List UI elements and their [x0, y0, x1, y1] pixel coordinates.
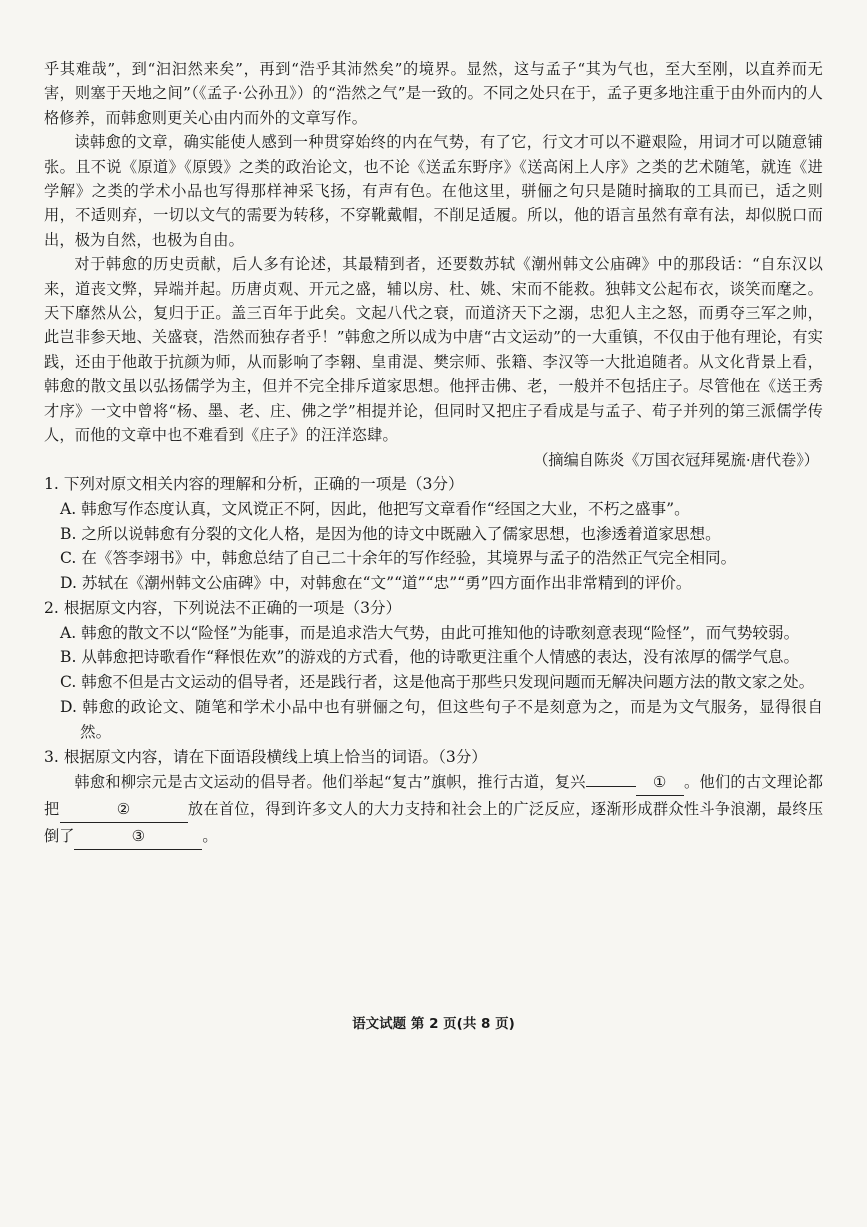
fill-text: 韩愈和柳宗元是古文运动的倡导者。他们举起“复古”旗帜，推行古道，复兴 — [74, 773, 586, 792]
option-b: B. 之所以说韩愈有分裂的文化人格，是因为他的诗文中既融入了儒家思想，也渗透着道家思想。 — [60, 524, 721, 543]
question-1 — [44, 472, 823, 596]
blank-1-line[interactable] — [586, 786, 636, 787]
passage-source: （摘编自陈炎《万国衣冠拜冕旒·唐代卷》） — [533, 450, 819, 469]
question-2 — [44, 596, 823, 745]
option-a: A. 韩愈的散文不以“险怪”为能事，而是追求浩大气势，由此可推知他的诗歌刻意表现“险怪”，而气势较弱。 — [60, 623, 800, 642]
passage-paragraph: 对于韩愈的历史贡献，后人多有论述，其最精到者，还要数苏轼《潮州韩文公庙碑》中的那段话：“自东汉以来，道丧文弊，异端并起。历唐贞观、开元之盛，辅以房、杜、姚、宋而不能救。独韩文公起布衣，谈笑而麾之。天下靡然从公，复归于正。盖三百年于此矣。文起八代之衰，而道济天下之溺，忠犯人主之怒，而勇夺三军之帅，此岂非参天地、关盛衰，浩然而独存者乎！”韩愈之所以成为中唐“古文运动”的一大重镇，不仅由于他有理论，有实践，还由于他敢于抗颜为师，从而影响了李翱、皇甫湜、樊宗师、张籍、李汉等一大批追随者。从文化背景上看，韩愈的散文虽以弘扬儒学为主，但并不完全排斥道家思想。他抨击佛、老，一般并不包括庄子。尽管他在《送王秀才序》一文中曾将“杨、墨、老、庄、佛之学”相提并论，但同时又把庄子看成是与孟子、荀子并列的第三派儒学传人，而他的文章中也不难看到《庄子》的汪洋恣肆。 — [44, 255, 823, 445]
option-a: A. 韩愈写作态度认真，文风谠正不阿，因此，他把写文章看作“经国之大业，不朽之盛事”。 — [60, 499, 690, 518]
fill-text: 。他们的古文理论都把 — [44, 773, 823, 819]
fill-text: 。 — [202, 827, 218, 846]
option-b: B. 从韩愈把诗歌看作“释恨佐欢”的游戏的方式看，他的诗歌更注重个人情感的表达，没有浓厚的儒学气息。 — [60, 648, 800, 667]
fill-text: 放在首位，得到许多文人的大力支持和社会上的广泛反应，逐渐形成群众性斗争浪潮，最终压倒了 — [44, 800, 823, 846]
question-stem: 3. 根据原文内容，请在下面语段横线上填上恰当的词语。（3分） — [44, 747, 487, 766]
passage-paragraph-continued: 乎其难哉”，到“汩汩然来矣”，再到“浩乎其沛然矣”的境界。显然，这与孟子“其为气也，至大至刚，以直养而无害，则塞于天地之间”（《孟子·公孙丑》）的“浩然之气”是一致的。不同之处只在于，孟子更多地注重于由外而内的人格修养，而韩愈则更关心由内而外的文章写作。 — [44, 60, 823, 127]
option-c: C. 韩愈不但是古文运动的倡导者，还是践行者，这是他高于那些只发现问题而无解决问题方法的散文家之处。 — [60, 673, 815, 692]
question-stem: 2. 根据原文内容，下列说法不正确的一项是（3分） — [44, 598, 402, 617]
page-footer: 语文试题 第 2 页(共 8 页) — [352, 1016, 515, 1032]
option-d: D. 韩愈的政论文、随笔和学术小品中也有骈俪之句，但这些句子不是刻意为之，而是为文气服务，显得很自然。 — [60, 698, 823, 741]
fill-in-paragraph — [44, 769, 823, 850]
passage-paragraph: 读韩愈的文章，确实能使人感到一种贯穿始终的内在气势，有了它，行文才可以不避艰险，用词才可以随意铺张。且不说《原道》《原毁》之类的政治论文，也不论《送孟东野序》《送高闲上人序》之类的艺术随笔，就连《进学解》之类的学术小品也写得那样神采飞扬，有声有色。在他这里，骈俪之句只是随时摘取的工具而已，适之则用，不适则弃，一切以文气的需要为转移，不穿靴戴帽，不削足适履。所以，他的语言虽然有章有法，却似脱口而出，极为自然，也极为自由。 — [44, 133, 823, 249]
blank-3[interactable]: ③ — [74, 823, 202, 850]
question-stem: 1. 下列对原文相关内容的理解和分析，正确的一项是（3分） — [44, 474, 464, 493]
blank-2[interactable]: ② — [60, 796, 188, 823]
question-3 — [44, 745, 823, 851]
blank-1-marker[interactable]: ① — [636, 769, 684, 796]
option-c: C. 在《答李翊书》中，韩愈总结了自己二十余年的写作经验，其境界与孟子的浩然正气完全相同。 — [60, 549, 737, 568]
option-d: D. 苏轼在《潮州韩文公庙碑》中，对韩愈在“文”“道”“忠”“勇”四方面作出非常精到的评价。 — [60, 574, 692, 593]
